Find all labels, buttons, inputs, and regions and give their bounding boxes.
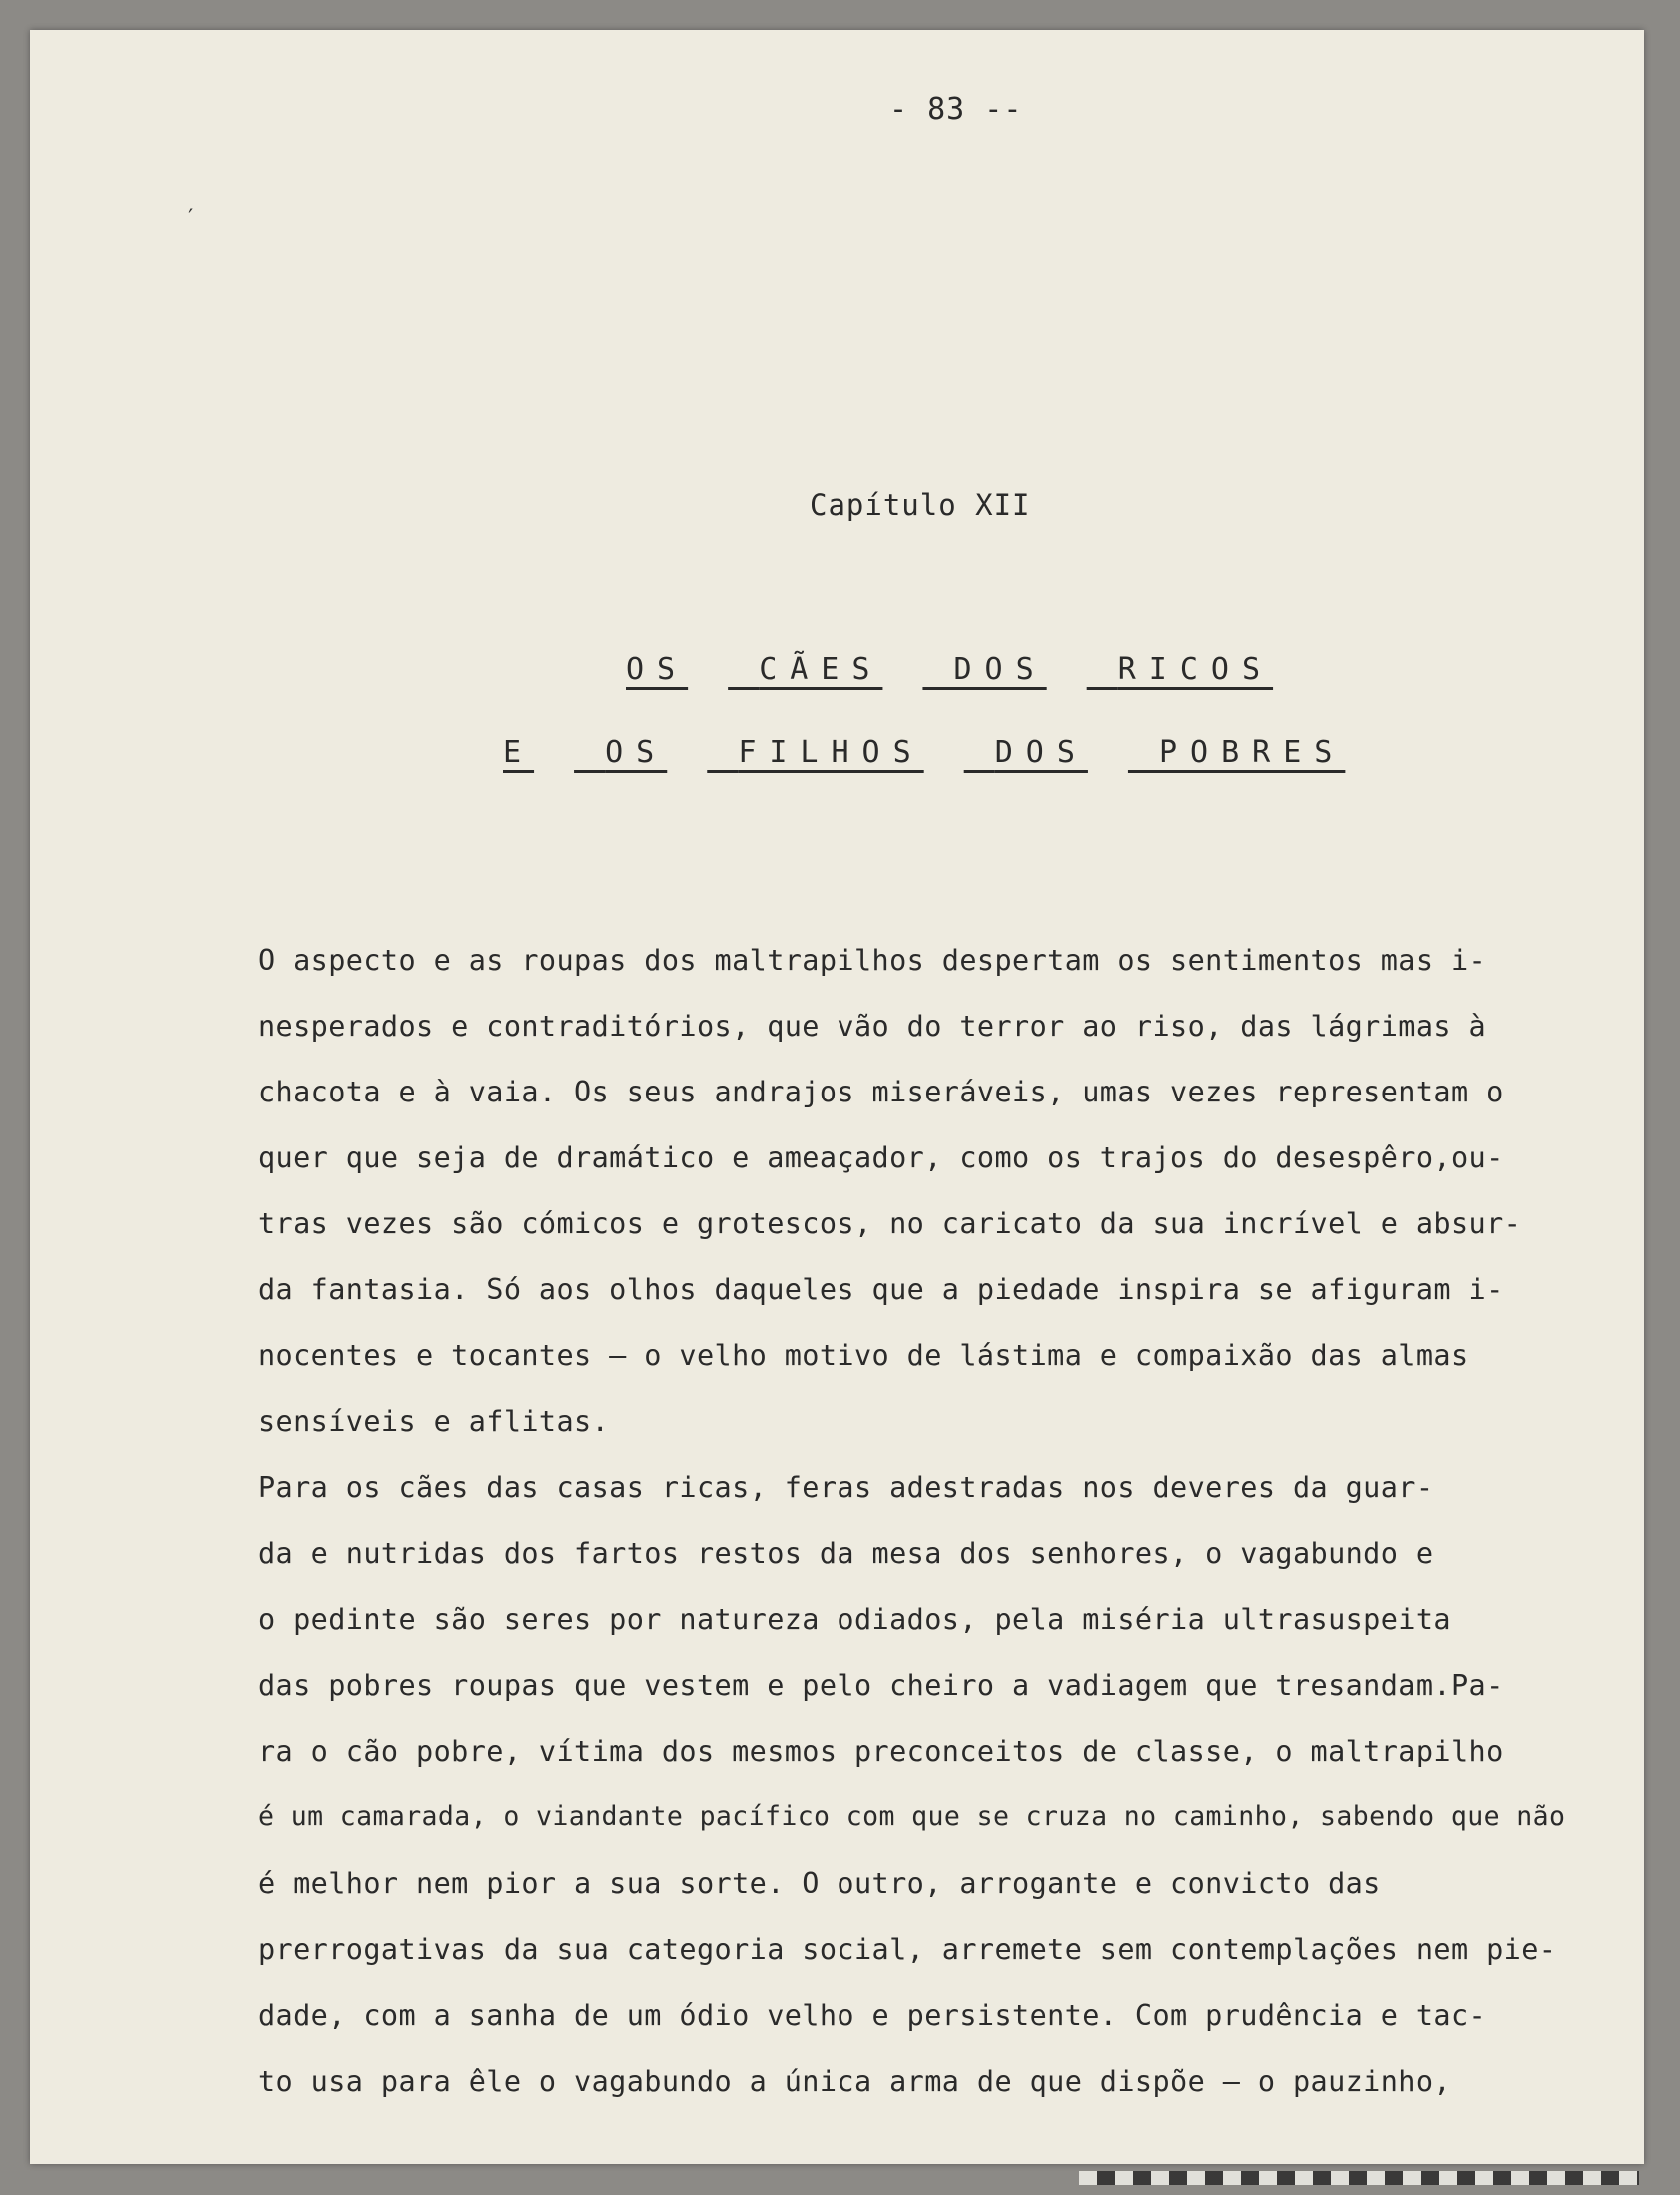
title-word: CÃES (759, 652, 883, 687)
title-word: OS (626, 652, 689, 687)
title-word: FILHOS (738, 735, 924, 770)
body-line: chacota e à vaia. Os seus andrajos miseráveis, umas vezes representam o (258, 1076, 1504, 1108)
pencil-mark: ′ (184, 206, 198, 231)
color-scale-ruler (1079, 2171, 1639, 2185)
title-word: OS (605, 735, 668, 770)
body-line: to usa para êle o vagabundo a única arma de que dispõe — o pauzinho, (258, 2065, 1451, 2098)
body-line: tras vezes são cómicos e grotescos, no caricato da sua incrível e absur- (258, 1207, 1522, 1240)
title-line-2 (503, 735, 1385, 770)
body-line: é melhor nem pior a sua sorte. O outro, arrogante e convicto das (258, 1867, 1381, 1900)
title-word: RICOS (1117, 652, 1274, 687)
body-line: quer que seja de dramático e ameaçador, como os trajos do desespêro,ou- (258, 1141, 1504, 1174)
typed-page (30, 30, 1644, 2164)
body-line: prerrogativas da sua categoria social, arremete sem contemplações nem pie- (258, 1933, 1557, 1966)
body-line: o pedinte são seres por natureza odiados, pela miséria ultrasuspeita (258, 1603, 1451, 1636)
body-line: sensíveis e aflitas. (258, 1405, 610, 1438)
title-word: DOS (994, 735, 1088, 770)
chapter-heading: Capítulo XII (810, 488, 1031, 522)
title-word: POBRES (1159, 735, 1346, 770)
title-word: E (503, 735, 535, 770)
body-line: Para os cães das casas ricas, feras adestradas nos deveres da guar- (258, 1471, 1434, 1504)
body-line: da fantasia. Só aos olhos daqueles que a piedade inspira se afiguram i- (258, 1273, 1504, 1306)
body-line: O aspecto e as roupas dos maltrapilhos despertam os sentimentos mas i- (258, 944, 1487, 977)
body-line: da e nutridas dos fartos restos da mesa dos senhores, o vagabundo e (258, 1537, 1434, 1570)
body-line: das pobres roupas que vestem e pelo cheiro a vadiagem que tresandam.Pa- (258, 1669, 1504, 1702)
body-line: nocentes e tocantes — o velho motivo de lástima e compaixão das almas (258, 1339, 1469, 1372)
title-word: DOS (953, 652, 1047, 687)
page-number: - 83 -- (889, 92, 1023, 127)
body-line: é um camarada, o viandante pacífico com que se cruza no caminho, sabendo que não (258, 1801, 1566, 1832)
body-line: nesperados e contraditórios, que vão do terror ao riso, das lágrimas à (258, 1010, 1487, 1043)
body-line: ra o cão pobre, vítima dos mesmos preconceitos de classe, o maltrapilho (258, 1735, 1504, 1768)
body-line: dade, com a sanha de um ódio velho e persistente. Com prudência e tac- (258, 1999, 1487, 2032)
title-line-1 (626, 652, 1313, 687)
